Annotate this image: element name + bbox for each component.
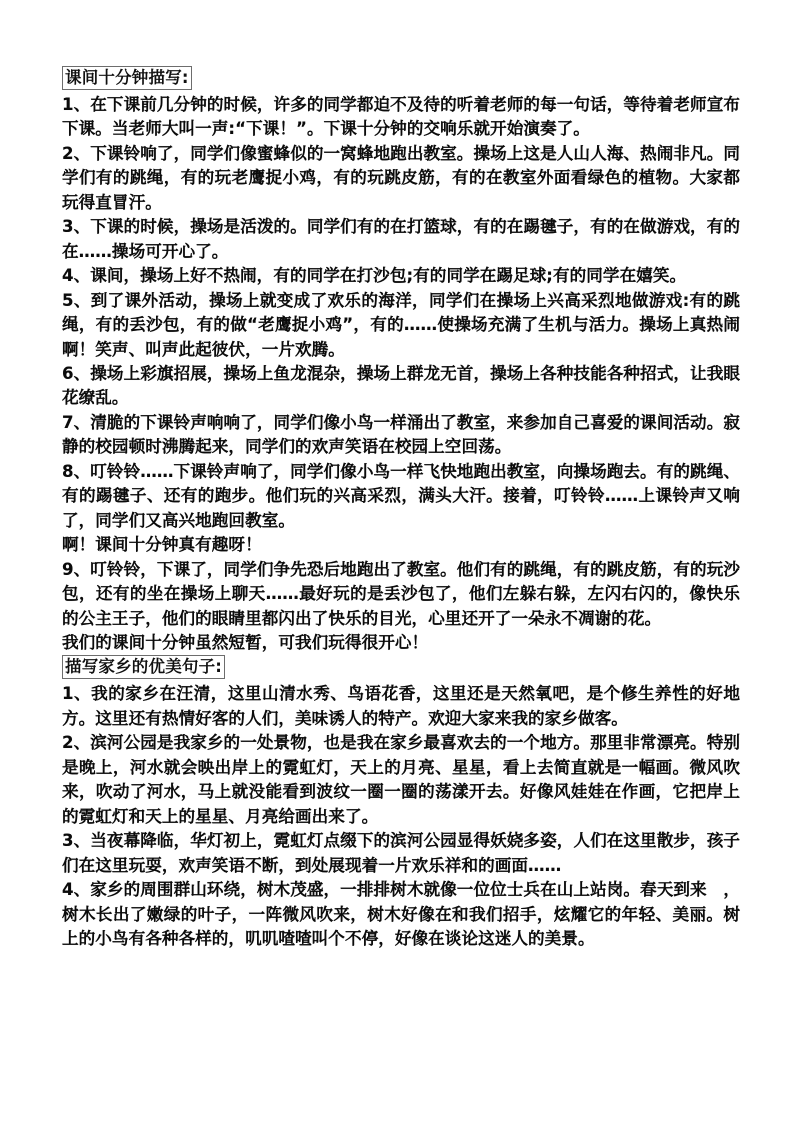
paragraph: 4、家乡的周围群山环绕，树木茂盛，一排排树木就像一位位士兵在山上站岗。春天到来 ，树木长出了嫩绿的叶子，一阵微风吹来，树木好像在和我们招手，炫耀它的年轻、美丽。树上的小鸟有各种各样的，叽叽喳喳叫个不停，好像在谈论这迷人的美景。	[62, 880, 740, 948]
paragraph: 2、滨河公园是我家乡的一处景物，也是我在家乡最喜欢去的一个地方。那里非常漂亮。特别是晚上，河水就会映出岸上的霓虹灯，天上的月亮、星星，看上去简直就是一幅画。微风吹来，吹动了河水，马上就没能看到波纹一圈一圈的荡漾开去。好像风娃娃在作画，它把岸上的霓虹灯和天上的星星、月亮给画出来了。	[62, 733, 740, 826]
paragraph: 7、清脆的下课铃声响响了，同学们像小鸟一样涌出了教室，来参加自己喜爱的课间活动。寂静的校园顿时沸腾起来，同学们的欢声笑语在校园上空回荡。	[62, 412, 740, 457]
document-body	[62, 66, 740, 951]
paragraph: 1、我的家乡在汪清，这里山清水秀、鸟语花香，这里还是天然氧吧，是个修生养性的好地方。这里还有热情好客的人们，美味诱人的特产。欢迎大家来我的家乡做客。	[62, 684, 740, 728]
paragraph: 我们的课间十分钟虽然短暂，可我们玩得很开心！	[62, 632, 429, 652]
section-heading-hometown: 描写家乡的优美句子:	[62, 655, 225, 679]
paragraph: 4、课间，操场上好不热闹，有的同学在打沙包;有的同学在踢足球;有的同学在嬉笑。	[62, 266, 687, 286]
paragraph: 2、下课铃响了，同学们像蜜蜂似的一窝蜂地跑出教室。操场上这是人山人海、热闹非凡。同学们有的跳绳，有的玩老鹰捉小鸡，有的玩跳皮筋，有的在教室外面看绿色的植物。大家都玩得直冒汗。	[62, 143, 740, 212]
paragraph: 1、在下课前几分钟的时候，许多的同学都迫不及待的听着老师的每一句话，等待着老师宣布下课。当老师大叫一声:“下课！”。下课十分钟的交响乐就开始演奏了。	[62, 95, 740, 139]
paragraph: 3、下课的时候，操场是活泼的。同学们有的在打篮球，有的在踢毽子，有的在做游戏，有的在……操场可开心了。	[62, 217, 740, 261]
paragraph: 9、叮铃铃，下课了，同学们争先恐后地跑出了教室。他们有的跳绳，有的跳皮筋，有的玩沙包，还有的坐在操场上聊天……最好玩的是丢沙包了，他们左躲右躲，左闪右闪的，像快乐的公主王子，他们的眼睛里都闪出了快乐的目光，心里还开了一朵永不凋谢的花。	[62, 559, 740, 628]
section-heading-recess: 课间十分钟描写:	[62, 66, 192, 90]
section-heading-row-2	[62, 655, 740, 680]
paragraph: 啊！课间十分钟真有趣呀！	[62, 535, 262, 555]
paragraph: 6、操场上彩旗招展，操场上鱼龙混杂，操场上群龙无首，操场上各种技能各种招式，让我眼花缭乱。	[62, 363, 740, 408]
paragraph: 5、到了课外活动，操场上就变成了欢乐的海洋，同学们在操场上兴高采烈地做游戏:有的跳绳，有的丢沙包，有的做“老鹰捉小鸡”，有的……使操场充满了生机与活力。操场上真热闹啊！笑声、叫声此起彼伏，一片欢腾。	[62, 290, 740, 359]
section-heading-row-1	[62, 66, 740, 91]
paragraph: 3、当夜幕降临，华灯初上，霓虹灯点缀下的滨河公园显得妖娆多姿，人们在这里散步，孩子们在这里玩耍，欢声笑语不断，到处展现着一片欢乐祥和的画面……	[62, 831, 740, 875]
paragraph: 8、叮铃铃……下课铃声响了，同学们像小鸟一样飞快地跑出教室，向操场跑去。有的跳绳、有的踢毽子、还有的跑步。他们玩的兴高采烈，满头大汗。接着，叮铃铃……上课铃声又响了，同学们又高兴地跑回教室。	[62, 461, 740, 530]
